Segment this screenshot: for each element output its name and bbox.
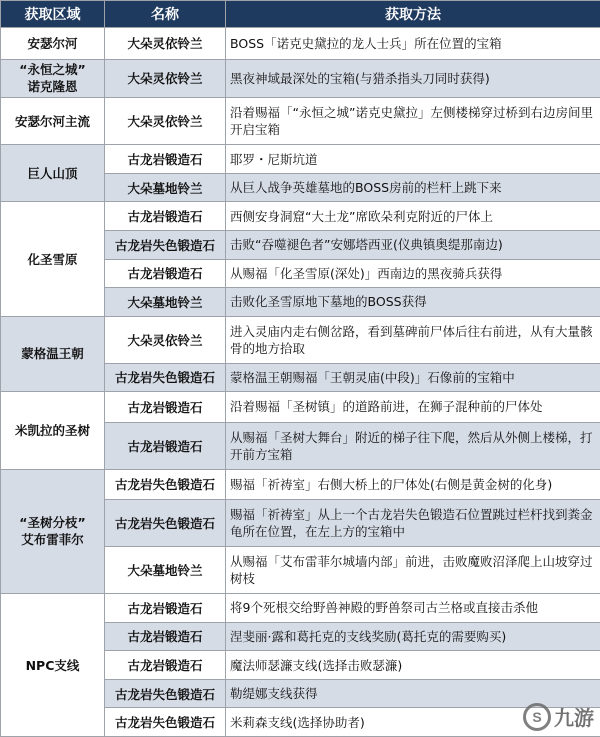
method-cell: 米莉森支线(选择协助者) xyxy=(226,708,600,737)
method-cell: 黑夜神域最深处的宝箱(与猎杀指头刀同时获得) xyxy=(226,59,600,98)
method-cell: 蒙格温王朝赐福「王朝灵庙(中段)」石像前的宝箱中 xyxy=(226,363,600,392)
method-cell: 西侧安身洞窟“大土龙”席欧朵利克附近的尸体上 xyxy=(226,202,600,231)
header-region: 获取区域 xyxy=(1,1,105,28)
item-name-cell: 古龙岩失色锻造石 xyxy=(105,708,226,737)
method-cell: 从巨人战争英雄墓地的BOSS房前的栏杆上跳下来 xyxy=(226,173,600,202)
table-row xyxy=(1,145,600,174)
region-cell: 安瑟尔河 xyxy=(1,28,105,60)
region-line: “永恒之城” 诺克隆恩 xyxy=(19,62,86,95)
header-name: 名称 xyxy=(105,1,226,28)
item-name-cell: 大朵灵依铃兰 xyxy=(105,59,226,98)
item-name-cell: 大朵灵依铃兰 xyxy=(105,316,226,363)
table-row xyxy=(1,28,600,60)
method-cell: 赐福「祈祷室」从上一个古龙岩失色锻造石位置跳过栏杆找到粪金龟所在位置，在左上方的宝箱中 xyxy=(226,500,600,547)
method-cell: BOSS「诺克史黛拉的龙人士兵」所在位置的宝箱 xyxy=(226,28,600,60)
item-name-cell: 古龙岩锻造石 xyxy=(105,622,226,651)
item-name-cell: 古龙岩失色锻造石 xyxy=(105,469,226,500)
method-cell: 魔法师瑟濂支线(选择击败瑟濂) xyxy=(226,651,600,680)
item-name-cell: 古龙岩锻造石 xyxy=(105,145,226,174)
method-cell: 勒缇娜支线获得 xyxy=(226,679,600,708)
method-cell: 击败“吞噬褪色者”安娜塔西亚(仪典镇奥缇那南边) xyxy=(226,230,600,259)
table-header-row xyxy=(1,1,600,28)
method-cell: 耶罗・尼斯坑道 xyxy=(226,145,600,174)
item-name-cell: 古龙岩锻造石 xyxy=(105,422,226,469)
item-name-cell: 大朵墓地铃兰 xyxy=(105,547,226,594)
method-cell: 进入灵庙内走右侧岔路，看到墓碑前尸体后往右前进，从有大量骸骨的地方拾取 xyxy=(226,316,600,363)
watermark-logo-icon: S xyxy=(523,703,551,731)
table-row xyxy=(1,59,600,98)
region-cell: 化圣雪原 xyxy=(1,202,105,316)
item-name-cell: 大朵灵依铃兰 xyxy=(105,98,226,145)
method-cell: 从赐福「艾布雷菲尔城墙内部」前进，击败魔败沼泽爬上山坡穿过树枝 xyxy=(226,547,600,594)
item-name-cell: 古龙岩锻造石 xyxy=(105,392,226,423)
item-name-cell: 大朵灵依铃兰 xyxy=(105,28,226,60)
method-cell: 从赐福「化圣雪原(深处)」西南边的黑夜骑兵获得 xyxy=(226,259,600,288)
item-name-cell: 大朵墓地铃兰 xyxy=(105,173,226,202)
item-name-cell: 古龙岩失色锻造石 xyxy=(105,363,226,392)
method-cell: 涅斐丽·露和葛托克的支线奖励(葛托克的需要购买) xyxy=(226,622,600,651)
method-cell: 击败化圣雪原地下墓地的BOSS获得 xyxy=(226,288,600,317)
method-cell: 沿着赐福「圣树镇」的道路前进，在狮子混种前的尸体处 xyxy=(226,392,600,423)
header-method: 获取方法 xyxy=(226,1,600,28)
watermark xyxy=(523,702,594,731)
method-cell: 赐福「祈祷室」右侧大桥上的尸体处(右侧是黄金树的化身) xyxy=(226,469,600,500)
region-cell: NPC支线 xyxy=(1,594,105,737)
table-row xyxy=(1,98,600,145)
region-line: “圣树分枝” 艾布雷菲尔 xyxy=(19,515,86,548)
region-cell xyxy=(1,59,105,98)
item-name-cell: 古龙岩失色锻造石 xyxy=(105,230,226,259)
region-cell xyxy=(1,469,105,593)
table-row xyxy=(1,202,600,231)
method-cell: 从赐福「圣树大舞台」附近的梯子往下爬，然后从外侧上楼梯，打开前方宝箱 xyxy=(226,422,600,469)
table-row xyxy=(1,469,600,500)
region-cell: 安瑟尔河主流 xyxy=(1,98,105,145)
region-cell: 米凯拉的圣树 xyxy=(1,392,105,470)
item-name-cell: 古龙岩锻造石 xyxy=(105,651,226,680)
table-row xyxy=(1,594,600,623)
watermark-text: 九游 xyxy=(554,708,594,730)
region-cell: 巨人山顶 xyxy=(1,145,105,202)
region-cell: 蒙格温王朝 xyxy=(1,316,105,391)
item-name-cell: 古龙岩失色锻造石 xyxy=(105,500,226,547)
method-cell: 沿着赐福「“永恒之城”诺克史黛拉」左侧楼梯穿过桥到右边房间里开启宝箱 xyxy=(226,98,600,145)
table-row xyxy=(1,392,600,423)
item-name-cell: 古龙岩锻造石 xyxy=(105,202,226,231)
table-row xyxy=(1,316,600,363)
item-name-cell: 古龙岩锻造石 xyxy=(105,259,226,288)
item-name-cell: 大朵墓地铃兰 xyxy=(105,288,226,317)
item-name-cell: 古龙岩失色锻造石 xyxy=(105,679,226,708)
method-cell: 将9个死根交给野兽神殿的野兽祭司古兰格或直接击杀他 xyxy=(226,594,600,623)
item-name-cell: 古龙岩锻造石 xyxy=(105,594,226,623)
